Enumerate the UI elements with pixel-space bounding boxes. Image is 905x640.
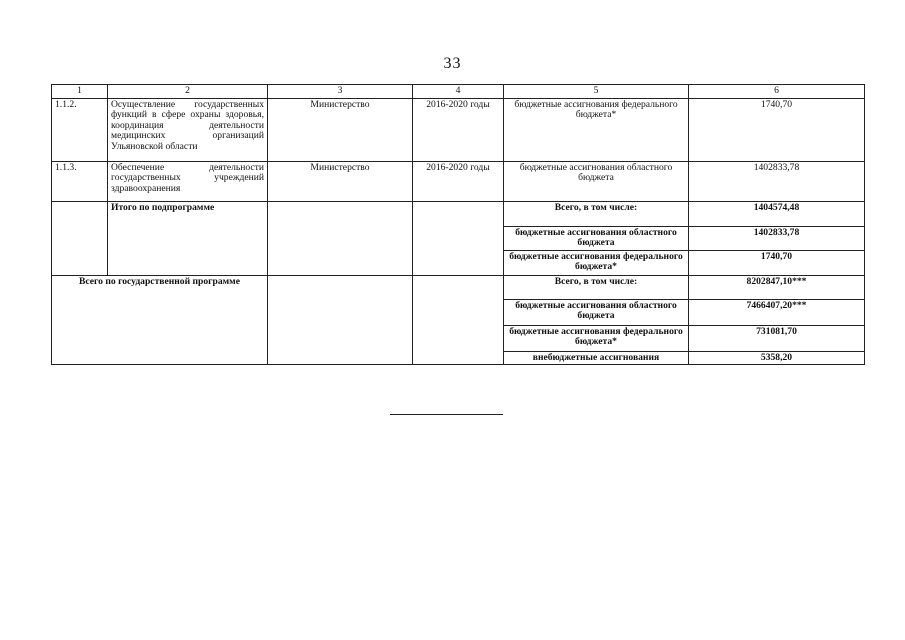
subprogram-total-label: Итого по подпрограмме — [108, 201, 268, 275]
header-cell-4: 4 — [413, 85, 504, 99]
row-executor: Министерство — [268, 98, 413, 161]
empty-cell — [413, 275, 504, 365]
page-number: 33 — [443, 55, 462, 72]
header-cell-3: 3 — [268, 85, 413, 99]
row-name: Осуществление государственных функций в сфере охраны здоровья, координация деятельности медицинских организаций Ульяновской области — [108, 98, 268, 161]
program-source-regional: бюджетные ассигнования областного бюджета — [504, 299, 689, 325]
program-source-federal: бюджетные ассигнования федерального бюджета* — [504, 325, 689, 351]
table-header-row — [52, 85, 865, 99]
empty-cell — [268, 201, 413, 275]
program-amount-regional: 7466407,20*** — [689, 299, 865, 325]
subprogram-total-row — [52, 201, 865, 226]
subprogram-source-regional: бюджетные ассигнования областного бюджета — [504, 226, 689, 250]
program-total-row — [52, 275, 865, 299]
empty-cell — [52, 201, 108, 275]
table-row-1-1-2 — [52, 98, 865, 161]
header-cell-5: 5 — [504, 85, 689, 99]
row-amount: 1740,70 — [689, 98, 865, 161]
row-period: 2016-2020 годы — [413, 161, 504, 201]
subprogram-source-federal: бюджетные ассигнования федерального бюджета* — [504, 250, 689, 275]
program-amount-total: 8202847,10*** — [689, 275, 865, 299]
row-period: 2016-2020 годы — [413, 98, 504, 161]
separator-line — [390, 414, 503, 415]
table-row-1-1-3 — [52, 161, 865, 201]
subprogram-amount-regional: 1402833,78 — [689, 226, 865, 250]
header-cell-1: 1 — [52, 85, 108, 99]
program-amount-extrabudget: 5358,20 — [689, 351, 865, 365]
budget-table — [51, 84, 865, 365]
row-name: Обеспечение деятельности государственных учреждений здравоохранения — [108, 161, 268, 201]
row-source: бюджетные ассигнования федерального бюджета* — [504, 98, 689, 161]
program-source-total: Всего, в том числе: — [504, 275, 689, 299]
empty-cell — [413, 201, 504, 275]
subprogram-amount-total: 1404574,48 — [689, 201, 865, 226]
row-executor: Министерство — [268, 161, 413, 201]
row-source: бюджетные ассигнования областного бюджета — [504, 161, 689, 201]
row-number: 1.1.2. — [52, 98, 108, 161]
header-cell-6: 6 — [689, 85, 865, 99]
subprogram-amount-federal: 1740,70 — [689, 250, 865, 275]
empty-cell — [268, 275, 413, 365]
program-source-extrabudget: внебюджетные ассигнования — [504, 351, 689, 365]
program-total-label: Всего по государственной программе — [52, 275, 268, 365]
subprogram-source-total: Всего, в том числе: — [504, 201, 689, 226]
header-cell-2: 2 — [108, 85, 268, 99]
program-amount-federal: 731081,70 — [689, 325, 865, 351]
row-number: 1.1.3. — [52, 161, 108, 201]
row-amount: 1402833,78 — [689, 161, 865, 201]
